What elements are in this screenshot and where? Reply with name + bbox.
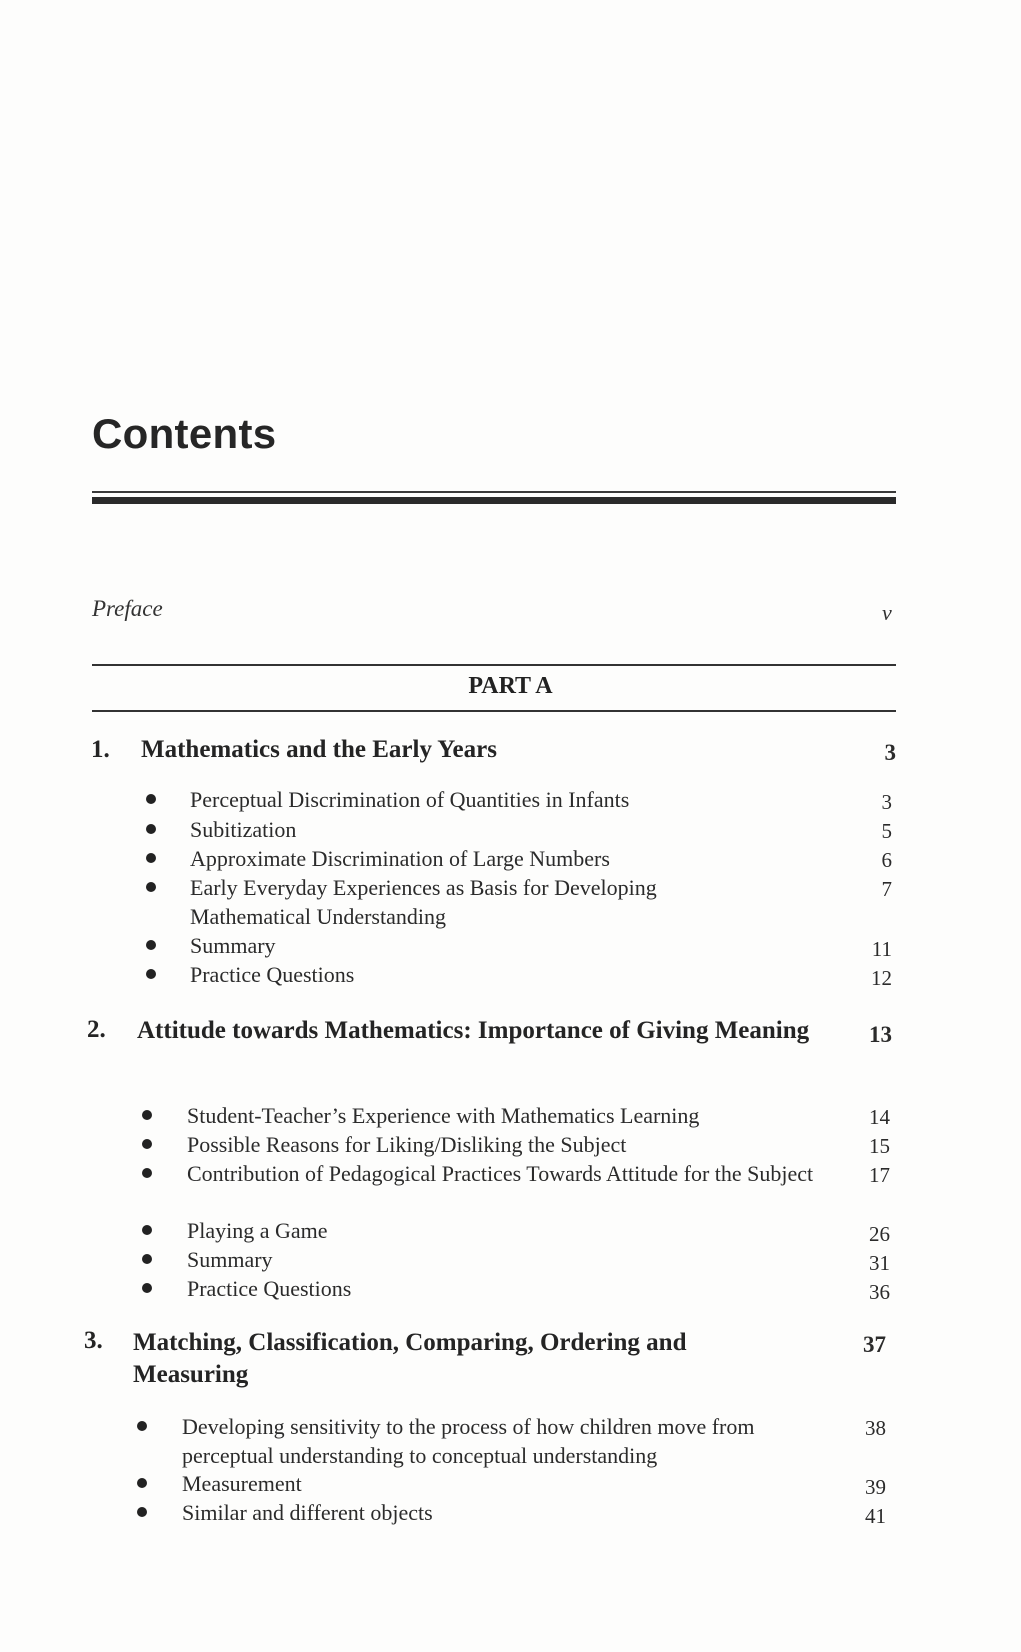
- toc-item: Contribution of Pedagogical Practices Towards Attitude for the Subject: [187, 1161, 814, 1186]
- toc-item-page: 14: [869, 1105, 890, 1129]
- toc-item: Similar and different objects: [182, 1500, 433, 1525]
- bullet-icon: [142, 1283, 152, 1293]
- page-title: Contents: [92, 410, 277, 457]
- bullet-icon: [146, 853, 156, 863]
- part-rule-top: [92, 664, 896, 666]
- toc-item: Subitization: [190, 817, 297, 842]
- toc-item: Perceptual Discrimination of Quantities in Infants: [190, 787, 630, 812]
- toc-item-page: 3: [881, 790, 892, 814]
- bullet-icon: [142, 1168, 152, 1178]
- chapter-page: 3: [884, 740, 896, 765]
- toc-item: Practice Questions: [190, 962, 355, 987]
- bullet-icon: [146, 824, 156, 834]
- toc-item-page: 17: [869, 1163, 890, 1187]
- toc-item-page: 5: [881, 819, 892, 843]
- chapter-number: 2.: [87, 1016, 106, 1043]
- toc-item: Approximate Discrimination of Large Numbers: [190, 846, 610, 871]
- toc-item-page: 39: [865, 1475, 886, 1499]
- bullet-icon: [142, 1225, 152, 1235]
- bullet-icon: [142, 1139, 152, 1149]
- toc-item-page: 12: [871, 966, 892, 990]
- toc-item-page: 26: [869, 1222, 890, 1246]
- chapter-number: 1.: [91, 736, 110, 763]
- toc-item: Summary: [190, 933, 276, 958]
- bullet-icon: [146, 969, 156, 979]
- toc-item-page: 36: [869, 1280, 890, 1304]
- bullet-icon: [146, 940, 156, 950]
- toc-item: Summary: [187, 1247, 273, 1272]
- toc-item-page: 7: [881, 877, 892, 901]
- chapter-title: Matching, Classification, Comparing, Ordering and Measuring: [133, 1329, 687, 1388]
- bullet-icon: [142, 1254, 152, 1264]
- toc-item: Early Everyday Experiences as Basis for Developing Mathematical Understanding: [190, 875, 657, 929]
- preface-page: v: [882, 600, 892, 625]
- bullet-icon: [146, 882, 156, 892]
- title-rule-top: [92, 491, 896, 493]
- toc-item: Possible Reasons for Liking/Disliking the Subject: [187, 1132, 627, 1157]
- toc-item: Measurement: [182, 1471, 302, 1496]
- toc-item-page: 11: [871, 937, 892, 961]
- toc-item: Practice Questions: [187, 1276, 352, 1301]
- toc-item: Playing a Game: [187, 1218, 328, 1243]
- part-heading: PART A: [468, 673, 553, 699]
- toc-item: Student-Teacher’s Experience with Mathematics Learning: [187, 1103, 700, 1128]
- bullet-icon: [137, 1507, 147, 1517]
- toc-item-page: 6: [881, 848, 892, 872]
- toc-item-page: 31: [869, 1251, 890, 1275]
- toc-item-page: 41: [865, 1504, 886, 1528]
- chapter-page: 13: [869, 1022, 892, 1047]
- chapter-page: 37: [863, 1332, 886, 1357]
- part-rule-bottom: [92, 710, 896, 712]
- toc-item-page: 38: [865, 1416, 886, 1440]
- toc-item-page: 15: [869, 1134, 890, 1158]
- chapter-title: Mathematics and the Early Years: [141, 736, 497, 763]
- bullet-icon: [146, 794, 156, 804]
- chapter-number: 3.: [84, 1327, 103, 1354]
- title-rule-bottom: [92, 497, 896, 504]
- bullet-icon: [137, 1478, 147, 1488]
- bullet-icon: [142, 1110, 152, 1120]
- preface-label: Preface: [92, 596, 163, 621]
- chapter-title: Attitude towards Mathematics: Importance of Giving Meaning: [137, 1017, 810, 1044]
- bullet-icon: [137, 1421, 147, 1431]
- toc-item: Developing sensitivity to the process of how children move from perceptual understanding to conceptual understanding: [182, 1414, 755, 1468]
